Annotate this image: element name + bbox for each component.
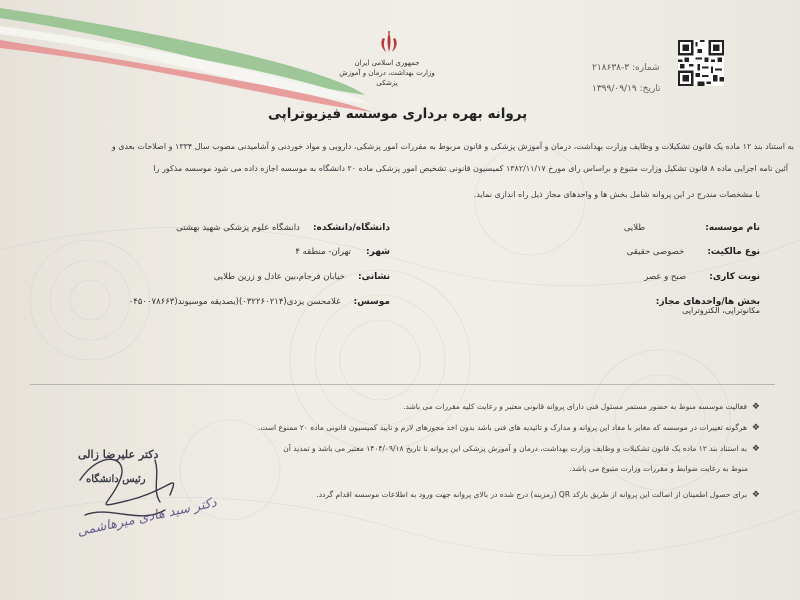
number-value: ۳-۲۱۸۶۳۸ — [592, 63, 630, 73]
license-date — [592, 84, 661, 94]
date-label: تاریخ: — [639, 84, 661, 94]
note-4 — [316, 490, 760, 500]
signatory-title: رئیس دانشگاه — [86, 474, 146, 485]
bullet-icon: ❖ — [751, 444, 760, 454]
document-title: پروانه بهره برداری موسسه فیزیوتراپی — [268, 106, 528, 122]
ministry-line-1: جمهوری اسلامی ایران — [354, 59, 420, 67]
ministry-line-2: وزارت بهداشت، درمان و آموزش پزشکی — [339, 69, 435, 87]
note-2 — [258, 423, 760, 433]
bullet-icon: ❖ — [751, 402, 760, 412]
note-1 — [403, 402, 760, 412]
field-work-shift — [644, 264, 760, 283]
emblem-icon — [376, 30, 402, 56]
note-text: به استناد بند ۱۲ ماده یک قانون تشکیلات و وظایف وزارت بهداشت، درمان و آموزش پزشکی این پروانه تا تاریخ ۱۴۰۴/۰۹/۱۸ معتبر می باشد و تمدید آن — [283, 444, 747, 453]
field-value: غلامحسن یزدی(۰۳۲۲۶۰۲۱۴)(بصدیقه موسیوند(۰۴۵۰۰۷۸۶۶۳ — [128, 297, 341, 307]
field-university — [176, 215, 390, 234]
field-label: دانشگاه/دانشکده: — [312, 223, 390, 233]
field-city — [295, 239, 390, 258]
field-institute-name — [624, 215, 760, 234]
intro-line-3: با مشخصات مندرج در این پروانه شامل بخش ها و واحدهای مجاز ذیل راه اندازی نماید. — [473, 190, 760, 199]
field-label: موسس: — [353, 297, 390, 307]
note-text: برای حصول اطمینان از اصالت این پروانه از طریق بارکد QR (رمزینه) درج شده در بالای پروانه جهت ورود به اطلاعات موسسه اقدام گردد. — [316, 490, 747, 499]
intro-line-1: به استناد بند ۱۲ ماده یک قانون تشکیلات و وظایف وزارت بهداشت، درمان و آموزش پزشکی و قانون مربوط به مقررات امور پزشکی، دارویی و مواد خوردنی و آشامیدنی مصوب سال ۱۳۳۴ و اصلاحات بعدی و — [111, 142, 794, 151]
note-text: فعالیت موسسه منوط به حضور مستمر مسئول فنی دارای پروانه قانونی معتبر و رعایت کلیه مقررات می باشد. — [403, 402, 747, 411]
note-3 — [283, 444, 760, 454]
divider — [30, 384, 775, 385]
field-label: نوبت کاری: — [709, 272, 760, 282]
field-value: خصوصی حقیقی — [626, 247, 685, 257]
field-label: شهر: — [366, 247, 390, 257]
field-value: طلایی — [623, 223, 646, 233]
license-number — [592, 63, 660, 73]
bullet-icon: ❖ — [751, 490, 760, 500]
qr-code — [678, 40, 724, 86]
field-founder — [129, 289, 390, 308]
field-ownership-type — [627, 239, 760, 258]
departments-value: مکانوتراپی، الکتروتراپی — [682, 306, 760, 315]
ministry-name — [332, 58, 442, 88]
signatory-name: دکتر علیرضا زالی — [78, 448, 159, 461]
field-label: نوع مالکیت: — [707, 247, 760, 257]
number-label: شماره: — [631, 63, 660, 73]
field-value: صبح و عصر — [644, 272, 687, 282]
field-address — [214, 264, 390, 283]
note-text: هرگونه تغییرات در موسسه که مغایر با مفاد این پروانه و مدارک و تائیدیه های فنی باشد بدون اخذ مجوزهای لازم و تایید کمیسیون قانونی ماده ۲۰ ممنوع است. — [258, 423, 747, 432]
field-label: نام موسسه: — [705, 223, 760, 233]
date-value: ۱۳۹۹/۰۹/۱۹ — [592, 84, 637, 94]
field-value: تهران- منطقه ۴ — [295, 247, 351, 257]
stamp-name: دکتر سید هادی میرهاشمی — [75, 495, 219, 540]
field-label: نشانی: — [357, 272, 390, 282]
bullet-icon: ❖ — [751, 423, 760, 433]
field-label: بخش ها/واحدهای مجاز: — [655, 297, 760, 307]
intro-line-2: آئین نامه اجرایی ماده ۸ قانون تشکیل وزارت متبوع و براساس رای مورخ ۱۳۸۲/۱۱/۱۷ کمیسیون قانونی تشخیص امور پزشکی ماده ۲۰ دانشگاه به موسسه اجازه داده می شود موسسه مذکور را — [153, 164, 788, 173]
field-value: دانشگاه علوم پزشکی شهید بهشتی — [176, 223, 300, 233]
note-3-continued: منوط به رعایت ضوابط و مقررات وزارت متبوع می باشد. — [569, 464, 748, 473]
field-value: خیابان فرجام،بین عادل و زرین طلایی — [213, 272, 345, 282]
